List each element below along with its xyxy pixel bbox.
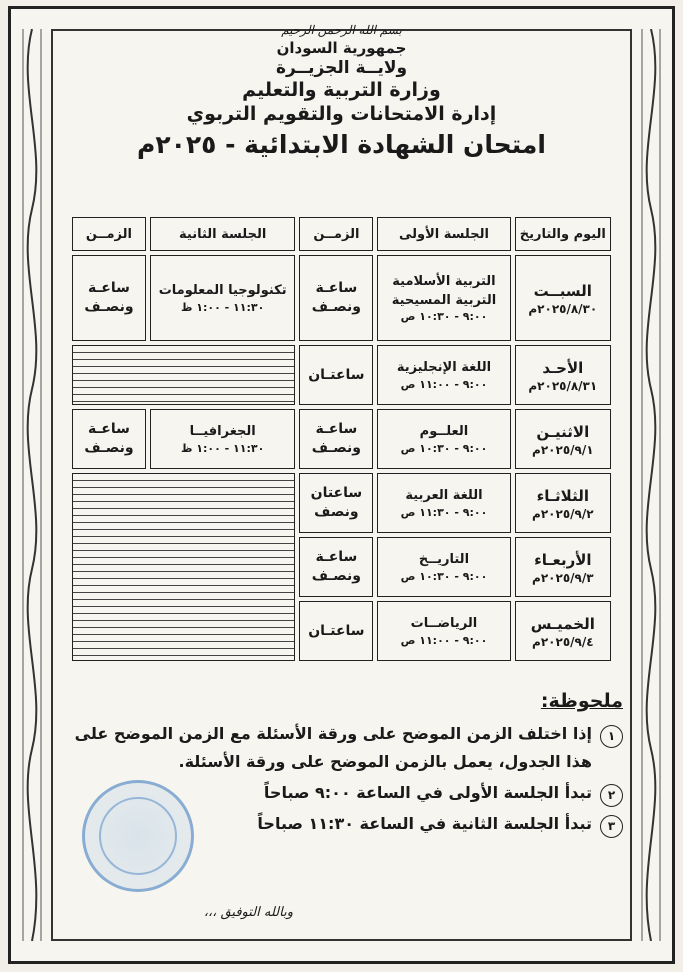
- session-time: ٩:٠٠ - ١١:٠٠ ص: [400, 633, 488, 647]
- basmala: بسم الله الرحمن الرحيم: [281, 23, 402, 37]
- duration-text: ساعـة: [315, 280, 358, 297]
- session-1-cell: [377, 537, 510, 597]
- duration-2-cell: [72, 255, 146, 341]
- day-date-cell: [515, 601, 611, 661]
- subject-name: الجغرافيــا: [189, 424, 256, 440]
- day-name: الأحـد: [542, 358, 584, 377]
- duration-1-cell: [299, 345, 373, 405]
- note-text: تبدأ الجلسة الأولى في الساعة ٩:٠٠ صباحاً: [263, 783, 592, 802]
- day-date-cell: [515, 255, 611, 341]
- exam-schedule-table: [68, 213, 615, 665]
- session-time: ٩:٠٠ - ١١:٣٠ ص: [400, 505, 488, 519]
- empty-session-hatched: [72, 473, 295, 661]
- duration-text: ونصـف: [311, 299, 361, 315]
- session-time: ٩:٠٠ - ١٠:٣٠ ص: [400, 309, 488, 323]
- duration-text: ونصـف: [84, 440, 134, 456]
- session-time: ٩:٠٠ - ١٠:٣٠ ص: [400, 569, 488, 583]
- department-name: إدارة الامتحانات والتقويم التربوي: [186, 102, 497, 125]
- exam-title: امتحان الشهادة الابتدائية - ٢٠٢٥م: [137, 129, 546, 159]
- right-border-ornament: [634, 29, 668, 941]
- session-2-cell: [150, 409, 296, 469]
- subject-name: اللغة العربية: [405, 488, 483, 504]
- note-number: ٣: [600, 815, 623, 838]
- table-row: [72, 255, 611, 341]
- header-session-1: الجلسة الأولى: [377, 217, 510, 251]
- exam-date: ٢٠٢٥/٩/٤م: [532, 635, 594, 650]
- table-header-row: [72, 217, 611, 251]
- duration-text: ونصف: [314, 504, 359, 520]
- day-name: الثلاثـاء: [536, 486, 589, 505]
- duration-text: ساعتان: [310, 485, 363, 502]
- duration-text: ساعـة: [87, 421, 130, 438]
- note-text: إذا اختلف الزمن الموضح على ورقة الأسئلة مع الزمن الموضح على هذا الجدول، يعمل بالزمن الموضح على ورقة الأسئلة.: [74, 724, 592, 771]
- ministry-name: وزارة التربية والتعليم: [242, 79, 441, 101]
- duration-1-cell: [299, 601, 373, 661]
- day-date-cell: [515, 537, 611, 597]
- day-date-cell: [515, 345, 611, 405]
- closing-phrase: وبالله التوفيق ،،،: [203, 905, 293, 920]
- session-2-cell: [150, 255, 296, 341]
- subject-name: التاريــخ: [418, 552, 470, 568]
- duration-text: ساعـة: [87, 280, 130, 297]
- state-name: ولايــة الجزيــرة: [275, 57, 408, 78]
- session-1-cell: [377, 473, 510, 533]
- duration-1-cell: [299, 537, 373, 597]
- note-text: تبدأ الجلسة الثانية في الساعة ١١:٣٠ صباحاً: [257, 814, 592, 833]
- exam-date: ٢٠٢٥/٩/١م: [532, 443, 594, 458]
- session-time: ٩:٠٠ - ١٠:٣٠ ص: [400, 441, 488, 455]
- exam-date: ٢٠٢٥/٨/٣١م: [528, 379, 598, 394]
- left-border-ornament: [15, 29, 49, 941]
- header-time-2: الزمــن: [72, 217, 146, 251]
- subject-name: التربية الأسلامية: [392, 274, 496, 290]
- duration-text: ساعـة: [315, 549, 358, 566]
- day-date-cell: [515, 409, 611, 469]
- subject-name: اللغة الإنجليزية: [396, 360, 492, 376]
- duration-2-cell: [72, 409, 146, 469]
- day-name: الاثنيـن: [536, 422, 590, 441]
- session-1-cell: [377, 409, 510, 469]
- exam-date: ٢٠٢٥/٩/٢م: [532, 507, 594, 522]
- day-name: الخميـس: [530, 614, 595, 633]
- subject-name: تكنولوجيا المعلومات: [158, 283, 287, 299]
- exam-date: ٢٠٢٥/٩/٣م: [532, 571, 594, 586]
- subject-name-alt: التربية المسيحية: [391, 292, 497, 308]
- day-date-cell: [515, 473, 611, 533]
- duration-1-cell: [299, 473, 373, 533]
- country-name: جمهورية السودان: [276, 39, 407, 57]
- day-name: السبــت: [533, 281, 592, 300]
- table-row: [72, 345, 611, 405]
- duration-1-cell: [299, 409, 373, 469]
- session-1-cell: [377, 255, 510, 341]
- duration-1-cell: [299, 255, 373, 341]
- duration-text: ساعـة: [315, 421, 358, 438]
- duration-text: ونصـف: [311, 440, 361, 456]
- note-number: ١: [600, 725, 623, 748]
- duration-text: ونصـف: [311, 568, 361, 584]
- day-name: الأربعـاء: [534, 550, 592, 569]
- duration-text: ونصـف: [84, 299, 134, 315]
- session-time: ١١:٣٠ - ١:٠٠ ظ: [181, 300, 265, 314]
- session-time: ١١:٣٠ - ١:٠٠ ظ: [181, 441, 265, 455]
- table-row: [72, 409, 611, 469]
- duration-text: ساعتـان: [308, 366, 365, 383]
- duration-text: ساعتـان: [308, 622, 365, 639]
- header-time-1: الزمــن: [299, 217, 373, 251]
- header-session-2: الجلسة الثانية: [150, 217, 296, 251]
- header-day-date: اليوم والتاريخ: [515, 217, 611, 251]
- notes-title: ملحوظة:: [540, 690, 623, 712]
- official-stamp: [82, 780, 194, 892]
- subject-name: العلــوم: [419, 424, 469, 440]
- subject-name: الرياضــات: [410, 616, 478, 632]
- note-number: ٢: [600, 784, 623, 807]
- session-time: ٩:٠٠ - ١١:٠٠ ص: [400, 377, 488, 391]
- table-row: [72, 473, 611, 533]
- session-1-cell: [377, 345, 510, 405]
- empty-session-hatched: [72, 345, 295, 405]
- note-item: [55, 720, 623, 776]
- exam-date: ٢٠٢٥/٨/٣٠م: [528, 302, 598, 317]
- session-1-cell: [377, 601, 510, 661]
- document-header: [11, 23, 672, 160]
